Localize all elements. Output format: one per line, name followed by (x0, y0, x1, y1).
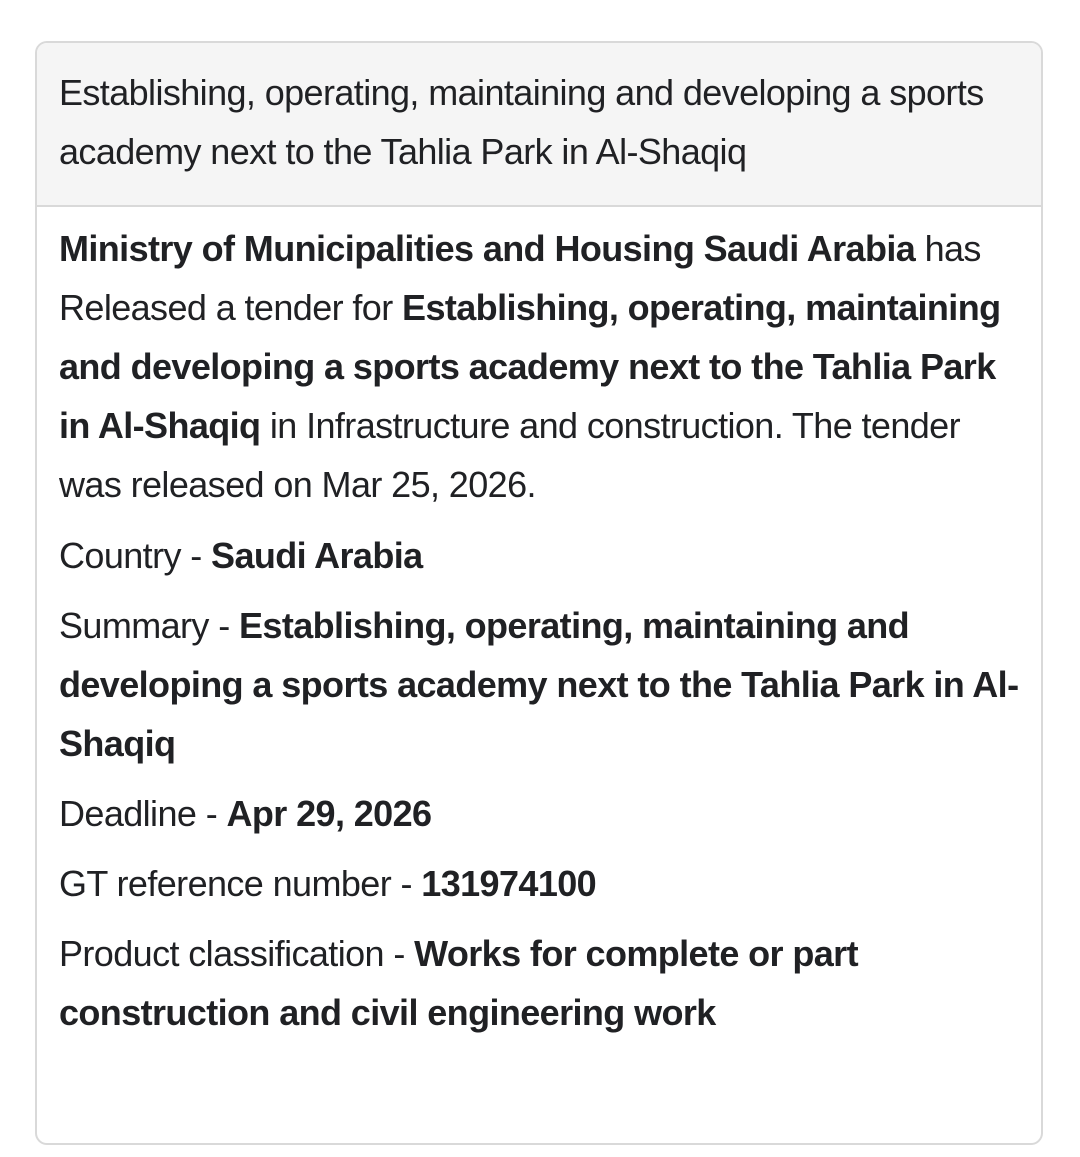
description-text-2: in Infrastructure and construction. The tender was released on Mar 25, 2026. (59, 405, 960, 505)
field-country (59, 526, 1019, 585)
field-label: Deadline - (59, 793, 227, 834)
organization-name: Ministry of Municipalities and Housing Saudi Arabia (59, 228, 916, 269)
field-deadline (59, 784, 1019, 843)
description-text-1: has Released a tender for (59, 228, 981, 328)
field-value: Works for complete or part construction and civil engineering work (59, 933, 858, 1033)
field-summary (59, 596, 1019, 773)
field-value: Apr 29, 2026 (226, 793, 432, 834)
field-label: Country - (59, 535, 212, 576)
field-value: 131974100 (421, 863, 597, 904)
field-value: Saudi Arabia (211, 535, 423, 576)
field-label: Summary - (59, 605, 240, 646)
field-reference-number (59, 854, 1019, 913)
field-label: GT reference number - (59, 863, 422, 904)
card-body (37, 207, 1041, 1042)
tender-description (59, 219, 1019, 514)
field-product-classification (59, 924, 1019, 1042)
field-label: Product classification - (59, 933, 415, 974)
field-value: Establishing, operating, maintaining and developing a sports academy next to the Tahlia Park in Al-Shaqiq (59, 605, 1019, 764)
card-header (37, 43, 1041, 207)
tender-title: Establishing, operating, maintaining and developing a sports academy next to the Tahlia Park in Al-Shaqiq (59, 72, 984, 172)
tender-name: Establishing, operating, maintaining and developing a sports academy next to the Tahlia Park in Al-Shaqiq (59, 287, 1001, 446)
tender-card (35, 41, 1043, 1145)
